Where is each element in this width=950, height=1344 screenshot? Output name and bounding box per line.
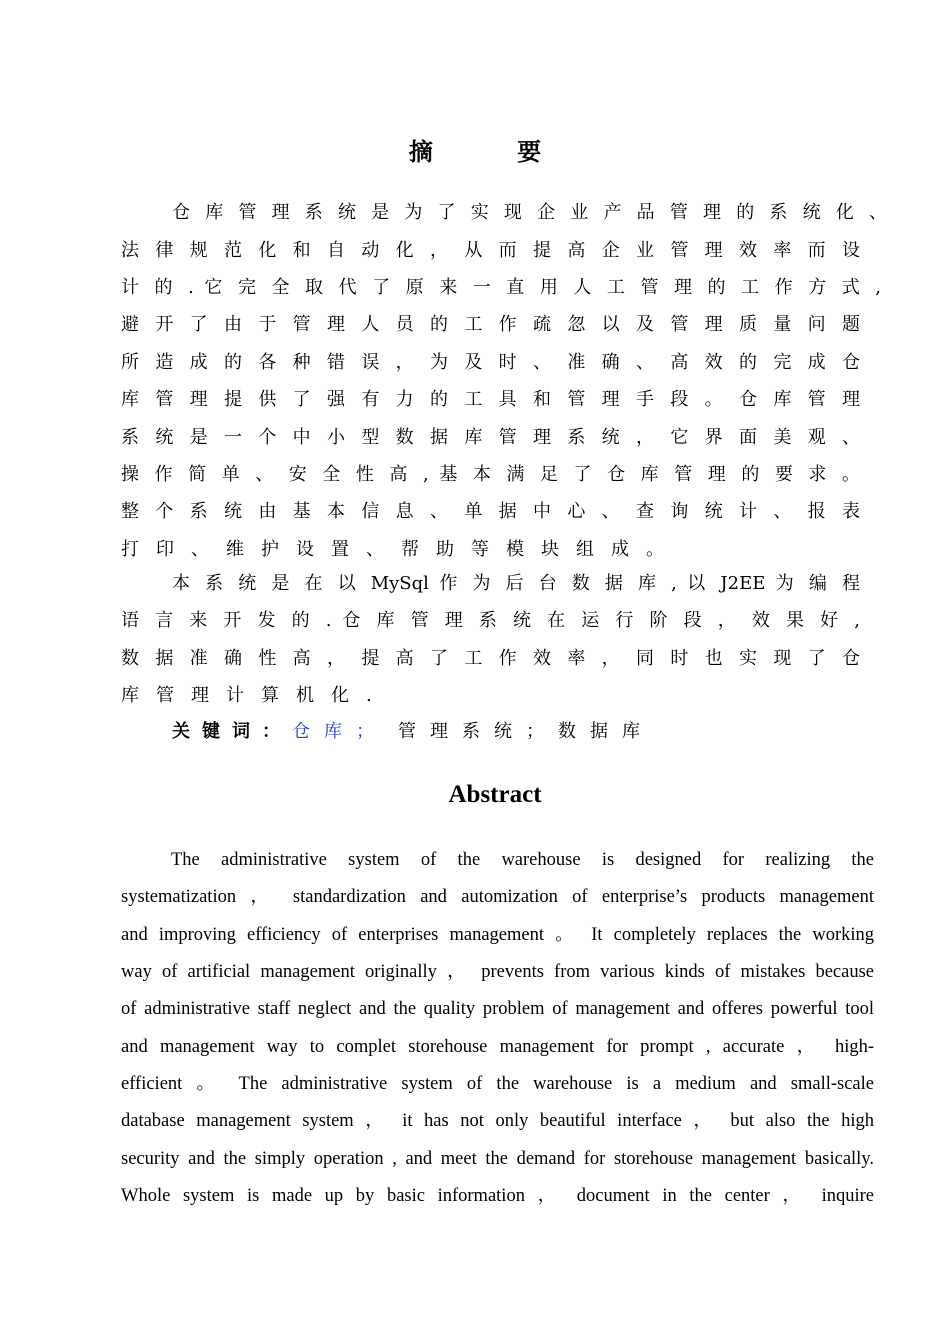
cn-abstract-line: 计 的 . 它 完 全 取 代 了 原 来 一 直 用 人 工 管 理 的 工 作 方 式 ,	[121, 277, 881, 298]
chinese-abstract-title: 摘 要	[408, 137, 580, 166]
cn-abstract-line: 库管理计算机化.	[121, 685, 389, 706]
cn-abstract-line: 本 系 统 是 在 以 MySql 作 为 后 台 数 据 库 , 以 J2EE 为 编 程	[172, 573, 860, 594]
english-abstract-title: Abstract	[448, 781, 542, 808]
keyword-highlighted: 仓库；	[292, 721, 388, 742]
en-abstract-line: way of artificial management originally ， prevents from various kinds of mistakes because	[121, 962, 874, 982]
en-abstract-line: and management way to complet storehouse management for prompt , accurate ， high-	[121, 1037, 874, 1057]
keywords-line	[172, 719, 654, 745]
cn-abstract-line: 法 律 规 范 化 和 自 动 化 ， 从 而 提 高 企 业 管 理 效 率 而 设	[121, 240, 860, 261]
cn-abstract-line: 库 管 理 提 供 了 强 有 力 的 工 具 和 管 理 手 段 。 仓 库 管 理	[121, 389, 860, 410]
cn-abstract-line: 操 作 简 单 、 安 全 性 高 , 基 本 满 足 了 仓 库 管 理 的 要 求 。	[121, 464, 860, 485]
en-abstract-line: efficient 。 The administrative system of the warehouse is a medium and small-scale	[121, 1074, 874, 1094]
en-abstract-line: database management system ， it has not only beautiful interface ， but also the high	[121, 1111, 874, 1131]
en-abstract-line: systematization ， standardization and automization of enterprise’s products management	[121, 887, 874, 907]
cn-abstract-line: 语 言 来 开 发 的 . 仓 库 管 理 系 统 在 运 行 阶 段 ， 效 果 好 ,	[121, 610, 860, 631]
keywords-rest: 管理系统；数据库	[398, 721, 654, 742]
cn-abstract-line: 仓 库 管 理 系 统 是 为 了 实 现 企 业 产 品 管 理 的 系 统 化 、	[172, 202, 887, 223]
en-abstract-line: The administrative system of the warehouse is designed for realizing the	[171, 850, 874, 870]
en-abstract-line: Whole system is made up by basic information ， document in the center ， inquire	[121, 1186, 874, 1206]
en-abstract-line: security and the simply operation , and meet the demand for storehouse management basically.	[121, 1149, 874, 1169]
en-abstract-line: and improving efficiency of enterprises management 。 It completely replaces the working	[121, 925, 874, 945]
cn-abstract-line: 打印、维护设置、帮助等模块组成。	[121, 539, 681, 560]
cn-abstract-line: 数 据 准 确 性 高 ， 提 高 了 工 作 效 率 ， 同 时 也 实 现 了 仓	[121, 648, 860, 669]
en-abstract-line: of administrative staff neglect and the quality problem of management and offeres powerful tool	[121, 999, 874, 1019]
cn-abstract-line: 所 造 成 的 各 种 错 误 ， 为 及 时 、 准 确 、 高 效 的 完 成 仓	[121, 352, 860, 373]
cn-abstract-line: 系 统 是 一 个 中 小 型 数 据 库 管 理 系 统 ， 它 界 面 美 观 、	[121, 427, 860, 448]
keywords-label: 关键词：	[172, 721, 292, 742]
cn-abstract-line: 整 个 系 统 由 基 本 信 息 、 单 据 中 心 、 查 询 统 计 、 报 表	[121, 501, 860, 522]
cn-abstract-line: 避 开 了 由 于 管 理 人 员 的 工 作 疏 忽 以 及 管 理 质 量 问 题	[121, 314, 860, 335]
